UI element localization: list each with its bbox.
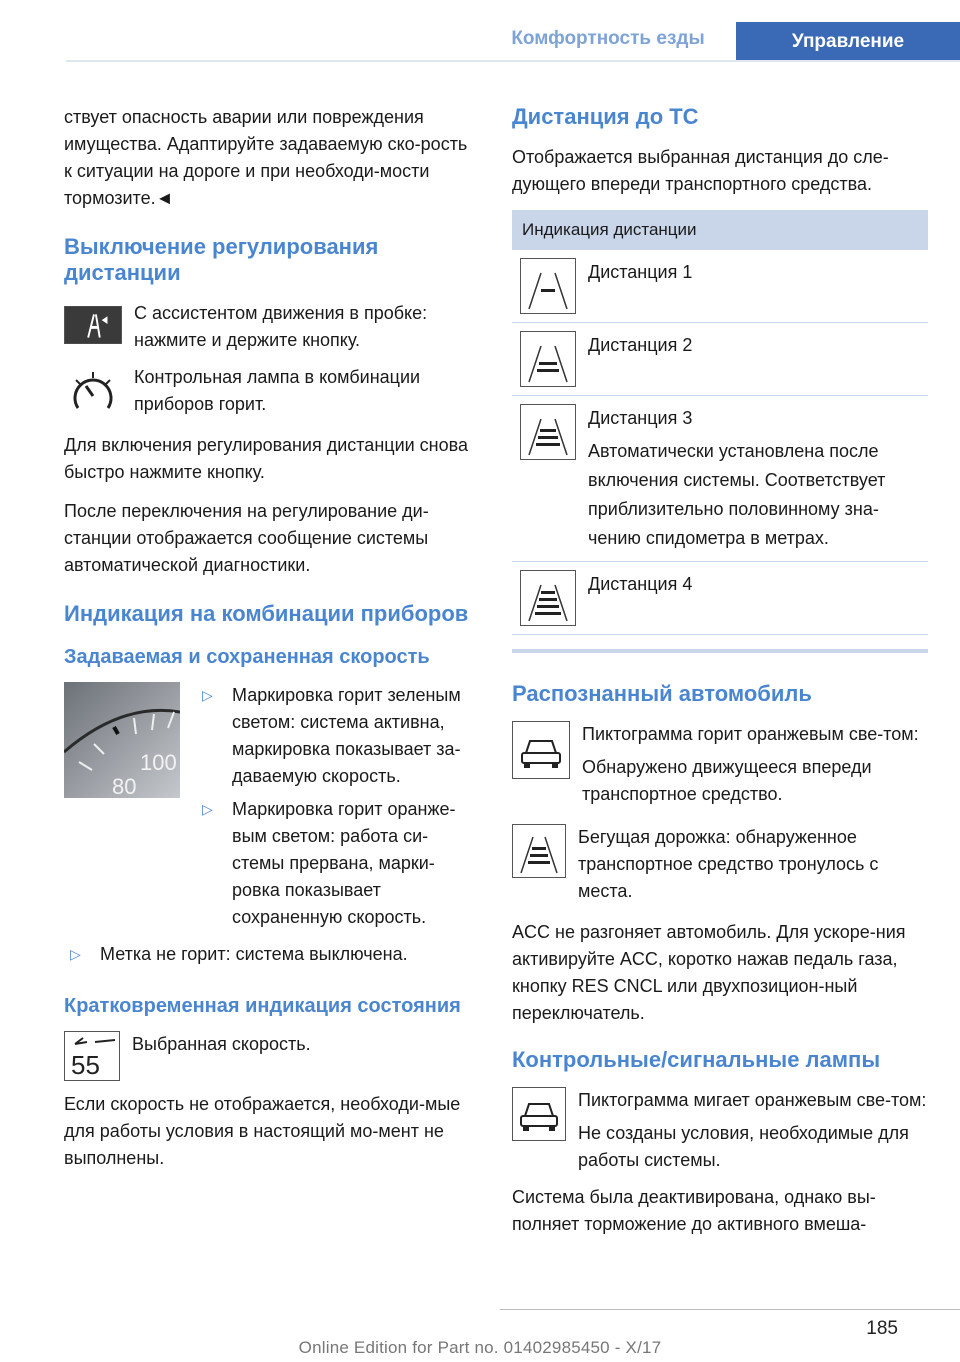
footer-rule bbox=[500, 1309, 960, 1310]
speedo-label-100: 100 bbox=[140, 750, 177, 775]
bullet-orange: ▷ Маркировка горит оранже-вым светом: работа си-стемы прервана, марки-ровка показывает сохраненную скорость. bbox=[196, 796, 480, 931]
paragraph-acc: ACC не разгоняет автомобиль. Для ускоре-ния активируйте ACC, коротко нажав педаль газа, кнопку RES CNCL или двухпозицион-ный переключатель. bbox=[512, 922, 906, 1023]
lamp-car-row bbox=[512, 1087, 928, 1174]
header-rule bbox=[66, 60, 960, 62]
bullet-green: ▷ Маркировка горит зеленым светом: система активна, маркировка показывает за-даваемую скорость. bbox=[196, 682, 480, 790]
vehicle-icon bbox=[512, 721, 570, 779]
paragraph-deactivated: Система была деактивирована, однако вы-полняет торможение до активного вмеша- bbox=[512, 1187, 876, 1234]
right-column bbox=[512, 104, 928, 1250]
lamp-row bbox=[64, 364, 480, 422]
table-row bbox=[512, 396, 928, 562]
track-row bbox=[512, 824, 928, 905]
distance-2-label: Дистанция 2 bbox=[588, 323, 928, 396]
lamp-description: Контрольная лампа в комбинации приборов горит. bbox=[134, 367, 421, 414]
moving-track-icon bbox=[512, 824, 566, 878]
distance-3-note: Автоматически установлена после включения системы. Соответствует приблизительно половинному зна-чению спидометра в метрах. bbox=[588, 441, 886, 548]
chapter-tab[interactable]: Управление bbox=[736, 22, 960, 62]
lamp-text-1: Пиктограмма мигает оранжевым све-том: bbox=[578, 1090, 927, 1110]
page-number: 185 bbox=[866, 1318, 898, 1339]
car-text-2: Обнаружено движущееся впереди транспортное средство. bbox=[582, 757, 872, 804]
distance-table-header: Индикация дистанции bbox=[512, 210, 928, 250]
section-separator bbox=[512, 649, 928, 653]
car-text-1: Пиктограмма горит оранжевым све-том: bbox=[582, 724, 919, 744]
triangle-bullet-icon: ▷ bbox=[202, 801, 213, 817]
section-tab[interactable]: Комфортность езды bbox=[511, 28, 705, 49]
button-description: С ассистентом движения в пробке: нажмите и держите кнопку. bbox=[134, 303, 428, 350]
distance-2-icon bbox=[520, 331, 576, 387]
table-row bbox=[512, 250, 928, 323]
heading-distance: Дистанция до ТС bbox=[512, 104, 699, 129]
distance-3-icon bbox=[520, 404, 576, 460]
distance-3-label: Дистанция 3 bbox=[588, 408, 693, 428]
selected-speed-text: Выбранная скорость. bbox=[132, 1034, 311, 1054]
paragraph-after-switch: После переключения на регулирование ди-станции отображается сообщение системы автоматической диагностики. bbox=[64, 501, 429, 575]
table-row bbox=[512, 323, 928, 396]
table-row bbox=[512, 562, 928, 635]
distance-4-label: Дистанция 4 bbox=[588, 562, 928, 635]
speedometer-lamp-icon bbox=[64, 364, 122, 422]
left-column bbox=[64, 104, 480, 1184]
footer-edition: Online Edition for Part no. 01402985450 - X/17 bbox=[298, 1338, 662, 1357]
speed-marker-block bbox=[64, 682, 480, 937]
speed-status-row bbox=[64, 1031, 480, 1081]
button-row bbox=[64, 300, 480, 354]
distance-4-icon bbox=[520, 570, 576, 626]
intro-paragraph: ствует опасность аварии или повреждения имущества. Адаптируйте задаваемую ско-рость к ситуации на дороге и при необходи-мости тормозите.◄ bbox=[64, 107, 468, 208]
heading-short-status: Кратковременная индикация состояния bbox=[64, 995, 461, 1017]
heading-distance-off: Выключение регулирования дистанции bbox=[64, 234, 379, 285]
distance-table bbox=[512, 210, 928, 635]
bullet-off: ▷ Метка не горит: система выключена. bbox=[64, 941, 480, 968]
speedo-label-80: 80 bbox=[112, 774, 137, 798]
triangle-bullet-icon: ▷ bbox=[70, 946, 81, 962]
paragraph-switch-on: Для включения регулирования дистанции снова быстро нажмите кнопку. bbox=[64, 435, 468, 482]
selected-speed-icon bbox=[64, 1031, 120, 1081]
heading-set-speed: Задаваемая и сохраненная скорость bbox=[64, 646, 430, 668]
heading-warning-lamps: Контрольные/сигнальные лампы bbox=[512, 1047, 881, 1072]
speedometer-image bbox=[64, 682, 180, 798]
distance-1-icon bbox=[520, 258, 576, 314]
paragraph-no-display: Если скорость не отображается, необходи-мые для работы условия в настоящий мо-мент не выполнены. bbox=[64, 1094, 461, 1168]
marker-bullets bbox=[196, 682, 480, 937]
traffic-assist-button-icon bbox=[64, 306, 122, 344]
lamp-text-2: Не созданы условия, необходимые для работы системы. bbox=[578, 1123, 909, 1170]
heading-recognized-vehicle: Распознанный автомобиль bbox=[512, 681, 812, 706]
svg-text:55: 55 bbox=[71, 1050, 100, 1080]
vehicle-lamp-icon bbox=[512, 1087, 566, 1141]
triangle-bullet-icon: ▷ bbox=[202, 687, 213, 703]
heading-cluster-display: Индикация на комбинации приборов bbox=[64, 601, 469, 626]
distance-1-label: Дистанция 1 bbox=[588, 250, 928, 323]
marker-bullets-off bbox=[64, 941, 480, 968]
paragraph-distance: Отображается выбранная дистанция до сле-дующего впереди транспортного средства. bbox=[512, 147, 889, 194]
page-header bbox=[0, 0, 960, 62]
track-text: Бегущая дорожка: обнаруженное транспортное средство тронулось с места. bbox=[578, 827, 879, 901]
car-row bbox=[512, 721, 928, 808]
